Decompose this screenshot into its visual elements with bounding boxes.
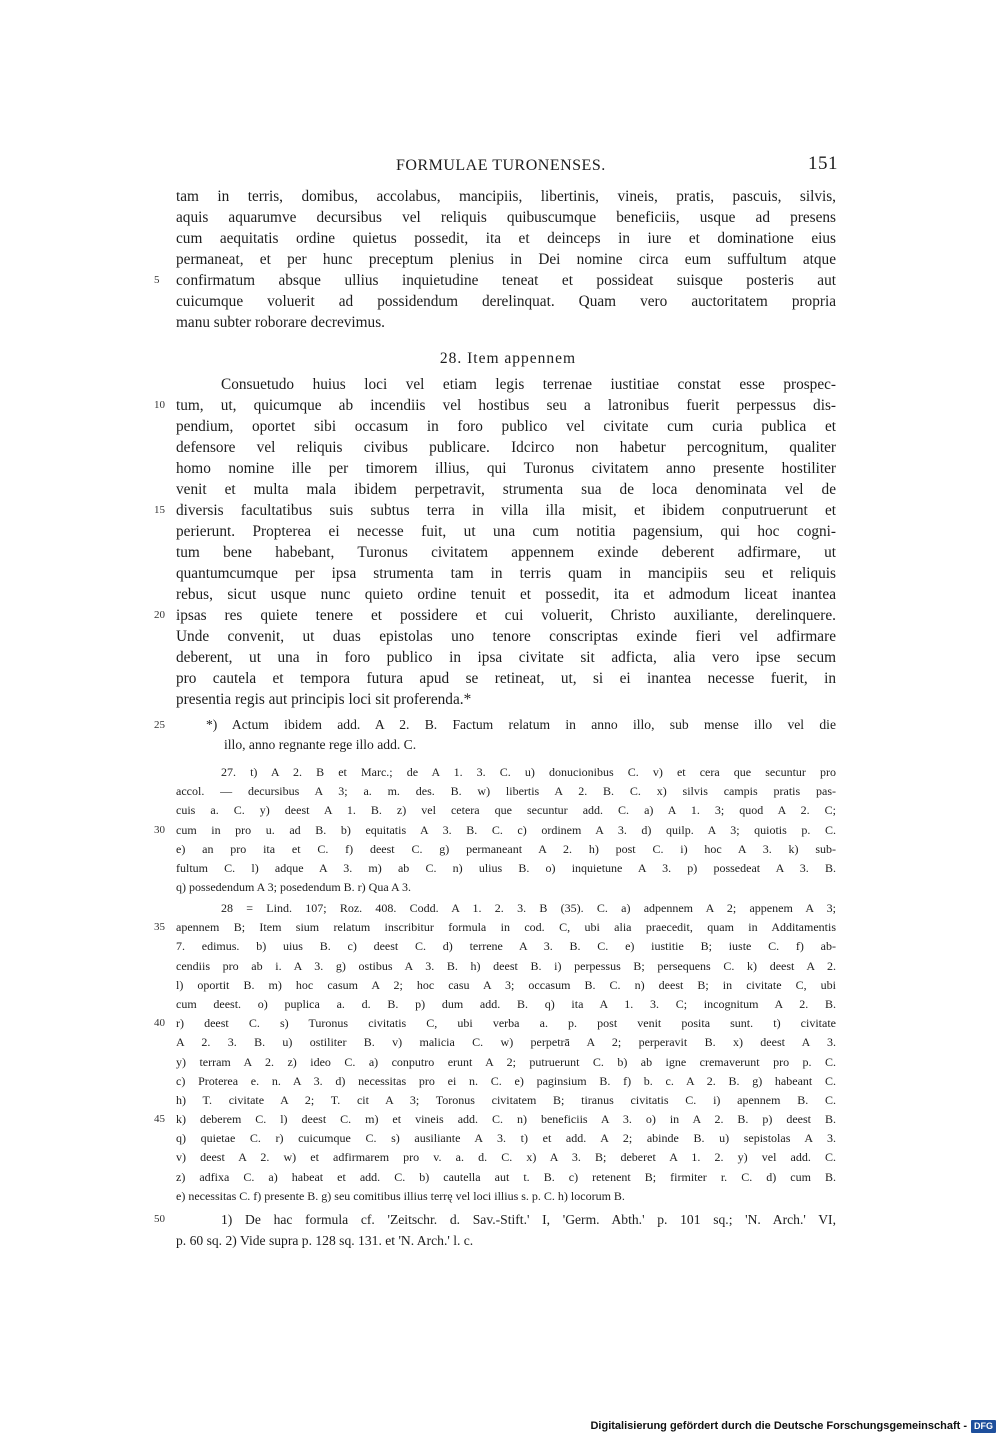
line-text: pro cautela et tempora futura apud se retineat, ut, si ei inantea necesse fuerit, in — [176, 670, 836, 687]
line-text: tam in terris, domibus, accolabus, mancipiis, libertinis, vineis, pratis, pascuis, silvis, — [176, 188, 836, 205]
line-text: 27. t) A 2. B et Marc.; de A 1. 3. C. u) donucionibus C. v) et cera que secuntur pro — [221, 765, 836, 779]
line-number: 15 — [154, 504, 165, 516]
text-line — [176, 976, 836, 995]
text-line — [176, 249, 836, 270]
footnotes — [154, 1209, 836, 1251]
critical-apparatus-28 — [154, 899, 836, 1206]
line-text: y) terram A 2. z) ideo C. a) conputro erunt A 2; putruerunt C. b) ab igne cremaverunt pro p. C. — [176, 1054, 836, 1069]
line-text: z) adfixa C. a) habeat et add. C. b) cautella aut t. B. c) retenent B; firmiter r. C. d) cum B. — [176, 1169, 836, 1184]
line-text: defensore vel reliquis civibus publicare. Idcirco non habetur percognitum, qualiter — [176, 439, 836, 456]
line-text: Unde convenit, ut duas epistolas uno tenore conscriptas exinde fieri vel adfirmare — [176, 628, 836, 645]
text-line — [176, 437, 836, 458]
section-title: 28. Item appennem — [439, 350, 577, 367]
line-text: cuis a. C. y) deest A 1. B. z) vel cetera que secuntur add. C. a) A 1. 3; quod A 2. C; — [176, 803, 836, 818]
text-line — [154, 605, 836, 626]
page-header — [176, 153, 840, 179]
line-text: q) possedendum A 3; posedendum B. r) Qua A 3. — [176, 880, 411, 895]
line-text: 1) De hac formula cf. 'Zeitschr. d. Sav.-Stift.' I, 'Germ. Abth.' p. 101 sq.; 'N. Arch.' VI, — [221, 1212, 836, 1227]
text-line — [154, 715, 836, 735]
text-line — [176, 1072, 836, 1091]
line-text: 7. edimus. b) uius B. c) deest C. d) terrene A 3. B. C. e) iustitie B; iuste C. f) ab- — [176, 939, 836, 954]
text-line — [176, 647, 836, 668]
line-text: permaneat, et per hunc preceptum plenius in Dei nomine circa eum suffultum atque — [176, 251, 836, 268]
line-text: 28 = Lind. 107; Roz. 408. Codd. A 1. 2. 3. B (35). C. a) adpennem A 2; appenem A 3; — [221, 901, 836, 915]
text-line — [176, 584, 836, 605]
text-line — [176, 291, 836, 312]
line-number: 45 — [154, 1113, 165, 1126]
text-line — [176, 801, 836, 820]
text-line — [176, 312, 836, 333]
text-line — [154, 1014, 836, 1033]
line-number: 40 — [154, 1017, 165, 1030]
line-text: e) an pro ita et C. f) deest C. g) permaneant A 2. h) post C. i) hoc A 3. k) sub- — [176, 841, 836, 856]
line-text: A 2. 3. B. u) ostiliter B. v) malicia C. w) perpetrā A 2; perperavit B. x) deest A 3. — [176, 1035, 836, 1050]
line-text: l) oportit B. m) hoc casum A 2; hoc casu A 3; occasum B. C. n) deest B; in civitate C, ubi — [176, 977, 836, 992]
line-text: q) quietae C. r) cuicumque C. s) ausiliante A 3. t) et add. A 2; abinde B. u) sepistolas A 3. — [176, 1131, 836, 1146]
line-text: manu subter roborare decrevimus. — [176, 314, 385, 331]
text-line — [176, 479, 836, 500]
text-line — [176, 763, 836, 782]
line-text: tum bene habebant, Turonus civitatem appennem exinde deberent adfirmare, ut — [176, 544, 836, 561]
line-text: venit et multa mala ibidem perpetravit, strumenta sua de loca denominata vel de — [176, 481, 836, 498]
line-text: illo, anno regnante rege illo add. C. — [224, 737, 417, 752]
line-text: cum in pro u. ad B. b) equitatis A 3. B. C. c) ordinem A 3. d) quilp. A 3; quiotis p. C. — [176, 822, 836, 837]
text-line — [176, 840, 836, 859]
text-line — [176, 1053, 836, 1072]
formula-28-text — [154, 374, 836, 710]
text-line — [176, 995, 836, 1014]
text-line — [176, 542, 836, 563]
line-text: cendiis pro ab i. A 3. g) ostibus A 3. B. h) deest B. i) perpessus B; persequens C. k) deest A 2. — [176, 958, 836, 973]
line-text: h) T. civitate A 2; T. cit A 3; Toronus civitatem B; tiranus civitatis C. i) apennem B. C. — [176, 1092, 836, 1107]
text-line — [176, 458, 836, 479]
line-text: tum, ut, quicumque ab incendiis vel hostibus seu a latronibus fuerit perpessus dis- — [176, 397, 836, 414]
text-line — [154, 918, 836, 937]
line-number: 50 — [154, 1213, 165, 1225]
line-number: 5 — [154, 274, 160, 286]
digitization-credit — [590, 1418, 996, 1434]
line-text: ipsas res quiete tenere et possidere et cui voluerit, Christo auxiliante, derelinquere. — [176, 607, 836, 624]
line-text: k) deberem C. l) deest C. m) et vineis add. C. n) beneficiis A 3. o) in A 2. B. p) deest B. — [176, 1112, 836, 1127]
text-line — [176, 228, 836, 249]
credit-text: Digitalisierung gefördert durch die Deutsche Forschungsgemeinschaft - — [590, 1420, 967, 1432]
line-text: p. 60 sq. 2) Vide supra p. 128 sq. 131. et 'N. Arch.' l. c. — [176, 1233, 474, 1248]
text-line — [176, 689, 836, 710]
text-line — [154, 270, 836, 291]
text-line — [176, 1091, 836, 1110]
running-title: FORMULAE TURONENSES. — [396, 157, 606, 174]
text-line — [176, 1187, 836, 1206]
text-line — [154, 1209, 836, 1230]
line-text: quantumcumque per ipsa strumenta tam in terris quam in mancipiis seu et reliquis — [176, 565, 836, 582]
line-text: Consuetudo huius loci vel etiam legis terrenae iustitiae constat esse prospec- — [221, 376, 836, 393]
line-text: aquis aquarumve decursibus vel reliquis quibuscumque beneficiis, usque ad presens — [176, 209, 836, 226]
line-text: v) deest A 2. w) et adfirmarem pro v. a. d. C. x) A 3. B; deberet A 1. 2. y) vel add. C. — [176, 1150, 836, 1165]
line-text: confirmatum absque ullius inquietudine teneat et possideat suisque posteris aut — [176, 272, 836, 289]
line-text: apennem B; Item sium relatum inscribitur formula in cod. C, ubi alia praecedit, quam in Additamentis — [176, 920, 836, 935]
text-line — [176, 1129, 836, 1148]
formula-27-conclusion — [154, 186, 836, 333]
text-line — [176, 1033, 836, 1052]
text-line — [154, 1110, 836, 1129]
text-line — [176, 668, 836, 689]
line-text: perierunt. Propterea ei necesse fuit, ut una cum notitia pagensium, qui hoc cogni- — [176, 523, 836, 540]
line-text: cum deest. o) puplica a. d. B. p) dum add. B. q) ita A 1. 3. C; incognitum A 2. B. — [176, 996, 836, 1011]
line-text: e) necessitas C. f) presente B. g) seu comitibus illius terrę vel loci illius s. p. C. h) locorum B. — [176, 1188, 625, 1203]
line-number: 10 — [154, 399, 165, 411]
text-line — [176, 563, 836, 584]
line-number: 25 — [154, 719, 165, 731]
star-note — [154, 715, 836, 755]
text-line — [154, 500, 836, 521]
critical-apparatus-27 — [154, 763, 836, 897]
line-number: 35 — [154, 921, 165, 934]
line-number: 20 — [154, 609, 165, 621]
text-line — [176, 521, 836, 542]
text-line — [176, 1230, 836, 1251]
text-line — [176, 1148, 836, 1167]
text-line — [176, 207, 836, 228]
line-text: c) Proterea e. n. A 3. d) necessitas pro ei n. C. e) paginsium B. f) b. c. A 2. B. g) habeant C. — [176, 1073, 836, 1088]
text-line — [176, 1168, 836, 1187]
text-line — [176, 735, 836, 755]
text-line — [176, 937, 836, 956]
line-text: fultum C. l) adque A 3. m) ab C. n) ulius B. o) inquietune A 3. p) possedeat A 3. B. — [176, 860, 836, 875]
line-text: homo nomine ille per timorem illius, qui Turonus civitatem anno presente hostiliter — [176, 460, 836, 477]
text-line — [176, 416, 836, 437]
line-number: 30 — [154, 823, 165, 836]
text-line — [176, 859, 836, 878]
line-text: pendium, oportet sibi occasum in foro publico vel civitate cum curia publica et — [176, 418, 836, 435]
text-line — [176, 878, 836, 897]
line-text: *) Actum ibidem add. A 2. B. Factum relatum in anno illo, sub mense illo vel die — [206, 717, 836, 732]
text-line — [176, 374, 836, 395]
line-text: diversis facultatibus suis subtus terra in villa illa misit, et ibidem conputruerunt et — [176, 502, 836, 519]
line-text: deberent, ut una in foro publico in ipsa civitate sit adficta, alia vero ipse secum — [176, 649, 836, 666]
line-text: cuicumque voluerit ad possidendum derelinquat. Quam vero auctoritatem propria — [176, 293, 836, 310]
line-text: presentia regis aut principis loci sit proferenda.* — [176, 691, 472, 708]
line-text: cum aequitatis ordine quietus possedit, ita et deinceps in iure et dominatione eius — [176, 230, 836, 247]
page-number: 151 — [808, 153, 838, 174]
line-text: rebus, sicut usque nunc quieto ordine tenuit et possedit, ita et admodum liceat inantea — [176, 586, 836, 603]
text-line — [176, 899, 836, 918]
line-text: r) deest C. s) Turonus civitatis C, ubi verba a. p. post venit posita sunt. t) civitate — [176, 1016, 836, 1031]
text-line — [176, 186, 836, 207]
text-line — [176, 782, 836, 801]
line-text: accol. — decursibus A 3; a. m. des. B. w) libertis A 2. B. C. x) silvis campis pratis pas- — [176, 784, 836, 799]
text-line — [176, 957, 836, 976]
text-line — [154, 821, 836, 840]
text-line — [154, 395, 836, 416]
text-line — [176, 626, 836, 647]
dfg-logo: DFG — [971, 1420, 996, 1433]
